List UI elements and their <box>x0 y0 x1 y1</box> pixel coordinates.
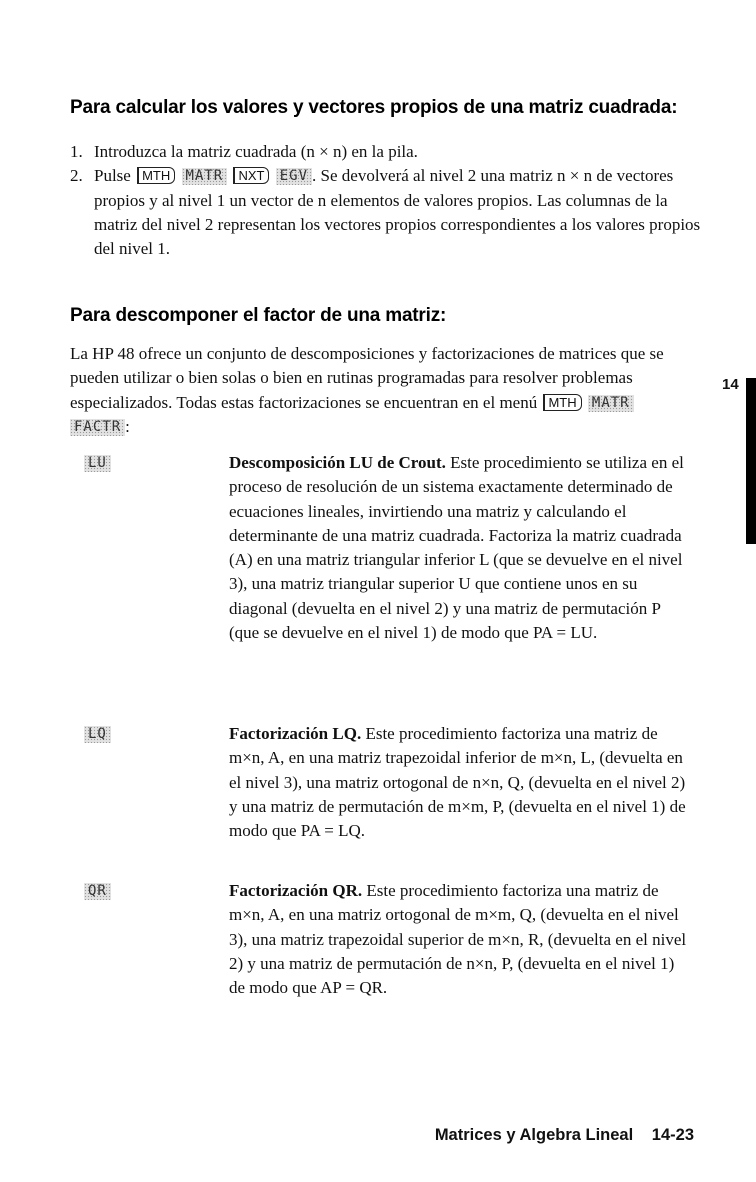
page-number: 14-23 <box>651 1126 694 1144</box>
chapter-tab-bar <box>746 378 756 544</box>
nxt-key: NXT <box>233 167 269 184</box>
section-heading-factor: Para descomponer el factor de una matriz: <box>70 305 447 326</box>
chapter-tab-number: 14 <box>722 376 739 393</box>
egv-softkey: EGV <box>276 168 312 185</box>
lq-softkey: LQ <box>84 726 111 743</box>
entry-title: Descomposición LU de Crout. <box>229 453 446 472</box>
entry-description <box>229 722 694 843</box>
step-text: Introduzca la matriz cuadrada (n × n) en la pila. <box>94 142 418 161</box>
matr-softkey: MATR <box>182 168 228 185</box>
intro-end: : <box>125 416 130 436</box>
step-number: 2. <box>70 166 83 186</box>
step-1 <box>70 140 710 164</box>
step-2 <box>70 164 710 261</box>
intro-text: La HP 48 ofrece un conjunto de descomposiciones y factorizaciones de matrices que se pueden utilizar o bien solas o bien en rutinas programadas para resolver problemas especializados. Todas estas factorizaciones se encuentran en el menú <box>70 344 664 412</box>
entry-text: Este procedimiento factoriza una matriz de m×n, A, en una matriz ortogonal de m×m, Q, (devuelta en el nivel 3), una matriz trapezoidal superior de m×n, R, (devuelta en el nivel 2) y una matriz de permutación de n×n, P, (devuelta en el nivel 1) de modo que AP = QR. <box>229 881 687 998</box>
mth-key: MTH <box>137 167 175 184</box>
intro-paragraph <box>70 342 670 439</box>
qr-softkey: QR <box>84 883 111 900</box>
entry-description <box>229 879 694 1000</box>
factr-softkey: FACTR <box>70 419 125 436</box>
section-heading-eigen: Para calcular los valores y vectores propios de una matriz cuadrada: <box>70 97 678 118</box>
step-text-pre: Pulse <box>94 166 131 186</box>
steps-list <box>70 140 710 261</box>
step-text-post: . Se devolverá al nivel 2 una matriz n × n de vectores propios y al nivel 1 un vector de n elementos de valores propios. Las columnas de la matriz del nivel 2 representan los vectores propios correspondientes a los valores propios del nivel 1. <box>94 166 701 259</box>
entry-description <box>229 451 694 645</box>
entry-title: Factorización QR. <box>229 881 363 900</box>
footer-title: Matrices y Algebra Lineal <box>434 1126 634 1144</box>
matr-softkey: MATR <box>588 395 634 412</box>
mth-key: MTH <box>543 394 581 411</box>
step-number: 1. <box>70 142 83 161</box>
entry-text: Este procedimiento se utiliza en el proceso de resolución de un sistema exactamente determinado de ecuaciones lineales, invirtiendo una matriz y calculando el determinante de una matriz cuadrada. Factoriza la matriz cuadrada (A) en una matriz triangular inferior L (que se devuelve en el nivel 3), una matriz triangular superior U que contiene unos en su diagonal (devuelta en el nivel 2) y una matriz de permutación P (que se devuelve en el nivel 1) de modo que PA = LU. <box>229 453 684 643</box>
page-footer <box>435 1126 694 1145</box>
entry-text: Este procedimiento factoriza una matriz de m×n, A, en una matriz trapezoidal inferior de m×n, L, (devuelta en el nivel 3), una matriz ortogonal de n×n, Q, (devuelta en el nivel 2) y una matriz de permutación de m×m, P, (devuelta en el nivel 1) de modo que PA = LQ. <box>229 724 686 841</box>
entry-title: Factorización LQ. <box>229 724 362 743</box>
lu-softkey: LU <box>84 455 111 472</box>
